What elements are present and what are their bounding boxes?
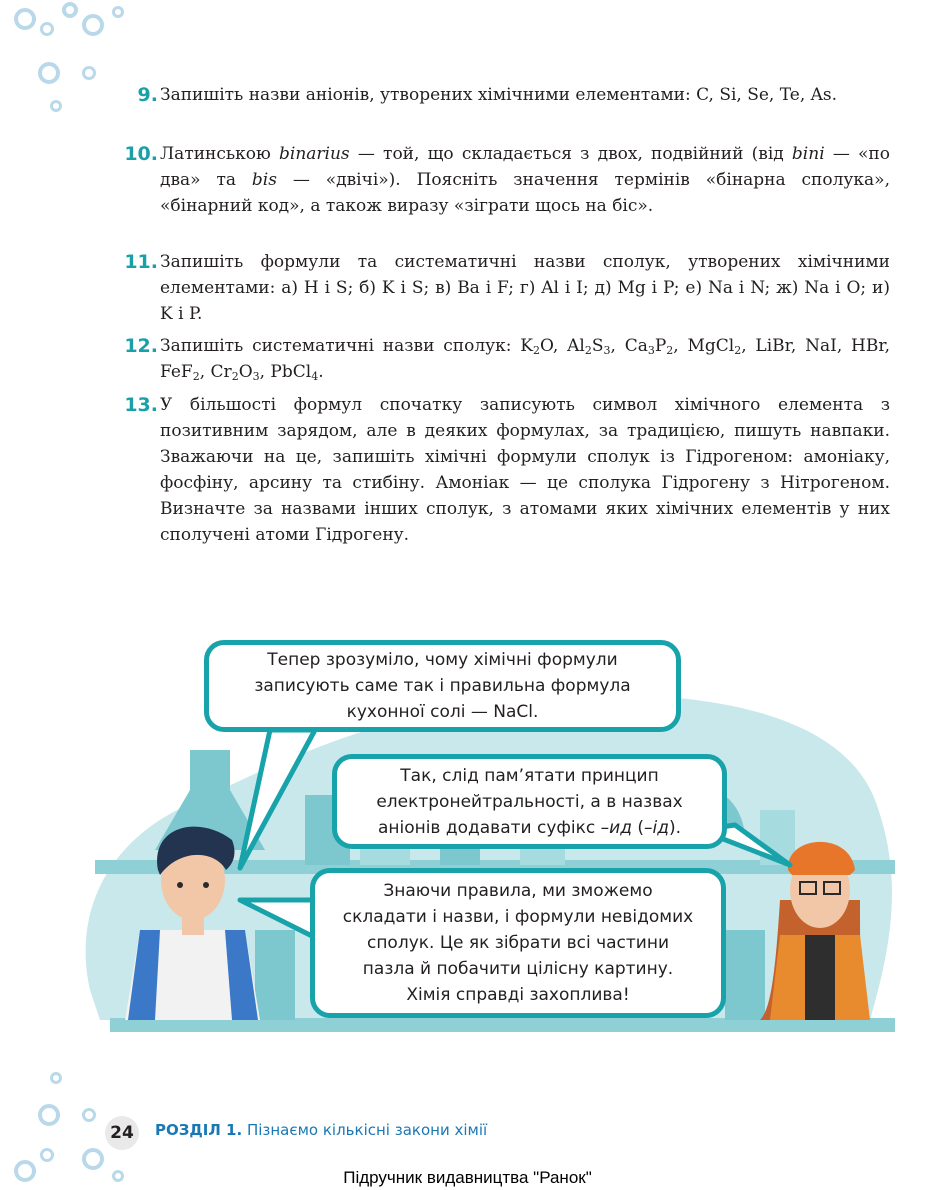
publisher-note: Підручник видавництва "Ранок" — [343, 1168, 592, 1187]
section-heading — [155, 1121, 487, 1139]
speech-bubble-2: Так, слід пам’ятати принцип електронейтральності, а в назвах аніонів додавати суфікс –ид (–ід). — [332, 754, 727, 849]
exercise-text: Запишіть систематичні назви сполук: $K_2O$, $Al_2S_3$, $Ca_3P_2$, MgCl$_2$, LiBr, NaI, HBr, FeF$_2$, $Cr_2O_3$, PbCl$_4$. — [160, 336, 891, 383]
exercise-10 — [118, 141, 890, 219]
exercise-text: Запишіть формули та систематичні назви сполук, утворених хімічними елементами: а) H і S; б) K і S; в) Ba і F; г) Al і I; д) Mg і P; е) Na і N; ж) Na і O; и) K і P. — [160, 252, 890, 324]
exercise-text: Латинською binarius — той, що складається з двох, подвійний (від bini — «по два» та bis — «двічі»). Поясніть значення термінів «бінарна сполука», «бінарний код», а також виразу «зіграти щось на біс». — [160, 144, 890, 216]
exercise-number: 13. — [124, 394, 158, 416]
exercise-9 — [118, 82, 890, 108]
exercise-text: У більшості формул спочатку записують символ хімічного елемента з позитивним зарядом, але в деяких формулах, за традицією, пишуть навпаки. Зважаючи на це, запишіть хімічні формули сполук із Гідрогеном: амоніаку, фосфіну, арсину та стибіну. Амоніак — це сполука Гідрогену з Нітрогеном. Визначте за назвами інших сполук, з атомами яких хімічних елементів у них сполучені атоми Гідрогену. — [160, 395, 890, 545]
page-number: 24 — [105, 1116, 139, 1150]
speech-bubble-1: Тепер зрозуміло, чому хімічні формули записують саме так і правильна формула кухонної солі — NaCl. — [204, 640, 681, 732]
exercise-11 — [118, 249, 890, 327]
exercise-number: 11. — [124, 251, 158, 273]
dialogue-illustration — [0, 600, 935, 1040]
section-title: Пізнаємо кількісні закони хімії — [242, 1121, 488, 1139]
exercise-number: 10. — [124, 143, 158, 165]
exercise-13 — [118, 392, 890, 548]
section-label: РОЗДІЛ 1. — [155, 1121, 243, 1139]
exercise-text: Запишіть назви аніонів, утворених хімічними елементами: C, Si, Se, Te, As. — [160, 85, 838, 105]
exercise-number: 9. — [137, 84, 158, 106]
speech-bubble-3: Знаючи правила, ми зможемо складати і назви, і формули невідомих сполук. Це як зібрати всі частини пазла й побачити цілісну картину. Хімія справді захоплива! — [310, 868, 726, 1018]
exercise-number: 12. — [124, 335, 158, 357]
exercise-12 — [118, 333, 890, 385]
